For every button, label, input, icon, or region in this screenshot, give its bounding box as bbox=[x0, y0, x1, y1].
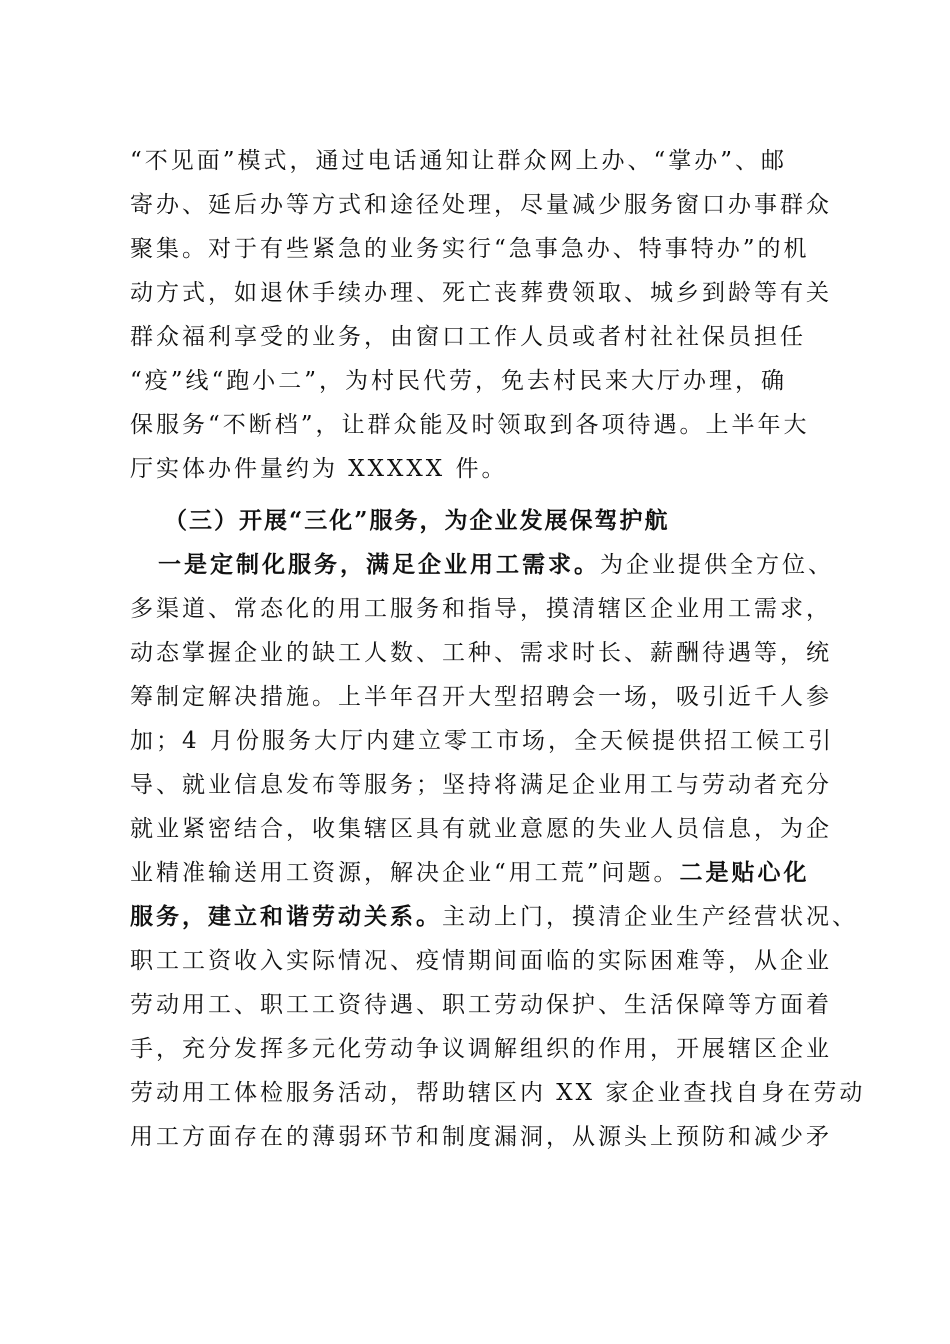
paragraph-line: 动态掌握企业的缺工人数、工种、需求时长、薪酬待遇等，统 bbox=[130, 640, 832, 666]
paragraph-line: 劳动用工、职工工资待遇、职工劳动保护、生活保障等方面着 bbox=[130, 992, 832, 1018]
paragraph-line-first bbox=[158, 550, 858, 580]
paragraph-line: 用工方面存在的薄弱环节和制度漏洞，从源头上预防和减少矛 bbox=[130, 1124, 832, 1150]
bold-lead-sentence: 一是定制化服务，满足企业用工需求。 bbox=[158, 551, 600, 578]
paragraph-line: 多渠道、常态化的用工服务和指导，摸清辖区企业用工需求， bbox=[130, 596, 832, 622]
paragraph-text: 业精准输送用工资源，解决企业“用工荒”问题。 bbox=[130, 860, 680, 886]
paragraph-line: 保服务“不断档”，让群众能及时领取到各项待遇。上半年大 bbox=[130, 412, 810, 438]
paragraph-line: 手，充分发挥多元化劳动争议调解组织的作用，开展辖区企业 bbox=[130, 1036, 832, 1062]
paragraph-line: 聚集。对于有些紧急的业务实行“急事急办、特事特办”的机 bbox=[130, 236, 810, 262]
paragraph-line-mixed bbox=[130, 902, 858, 932]
paragraph-line: “疫”线“跑小二”，为村民代劳，免去村民来大厅办理，确 bbox=[130, 368, 788, 394]
paragraph-line: 加；4 月份服务大厅内建立零工市场，全天候提供招工候工引 bbox=[130, 728, 834, 754]
paragraph-line: 动方式，如退休手续办理、死亡丧葬费领取、城乡到龄等有关 bbox=[130, 280, 832, 306]
bold-lead-sentence: 服务，建立和谐劳动关系。 bbox=[130, 903, 442, 930]
paragraph-line: 寄办、延后办等方式和途径处理，尽量减少服务窗口办事群众 bbox=[130, 192, 832, 218]
paragraph-text: 为企业提供全方位、 bbox=[600, 552, 834, 578]
paragraph-line: 职工工资收入实际情况、疫情期间面临的实际困难等，从企业 bbox=[130, 948, 832, 974]
paragraph-line: 筹制定解决措施。上半年召开大型招聘会一场，吸引近千人参 bbox=[130, 684, 832, 710]
paragraph-line-mixed bbox=[130, 858, 830, 888]
paragraph-line: “不见面”模式，通过电话通知让群众网上办、“掌办”、邮 bbox=[130, 148, 788, 174]
paragraph-line: 就业紧密结合，收集辖区具有就业意愿的失业人员信息，为企 bbox=[130, 816, 832, 842]
paragraph-text: 主动上门，摸清企业生产经营状况、 bbox=[442, 904, 858, 930]
section-heading: （三）开展“三化”服务，为企业发展保驾护航 bbox=[164, 507, 670, 534]
paragraph-line: 厅实体办件量约为 XXXXX 件。 bbox=[130, 456, 508, 482]
bold-lead-sentence: 二是贴心化 bbox=[679, 859, 810, 886]
paragraph-line: 群众福利享受的业务，由窗口工作人员或者村社社保员担任 bbox=[130, 324, 806, 350]
paragraph-line: 导、就业信息发布等服务；坚持将满足企业用工与劳动者充分 bbox=[130, 772, 832, 798]
paragraph-line: 劳动用工体检服务活动，帮助辖区内 XX 家企业查找自身在劳动 bbox=[130, 1080, 866, 1106]
